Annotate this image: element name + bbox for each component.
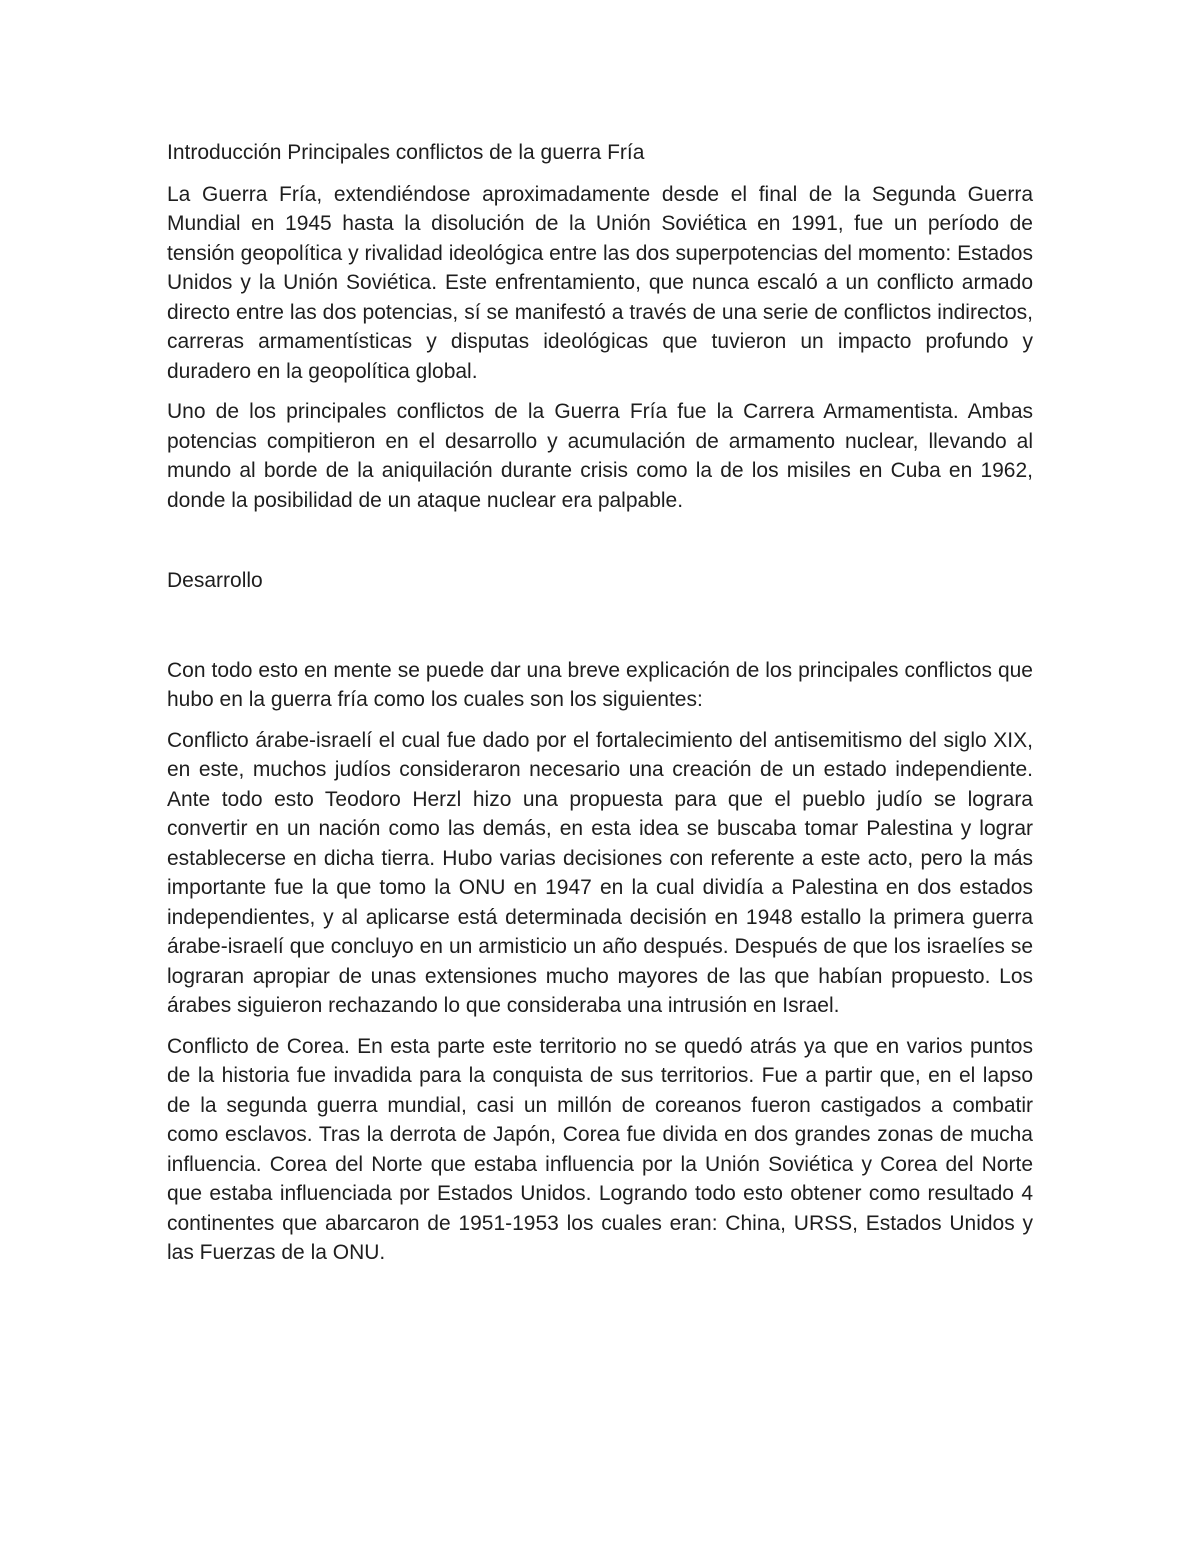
section-heading: Desarrollo — [167, 569, 263, 592]
document-body — [167, 138, 1033, 1279]
body-paragraph-1: Con todo esto en mente se puede dar una breve explicación de los principales conflictos que hubo en la guerra fría como los cuales son los siguientes: — [167, 658, 1033, 711]
body-paragraph-3: Conflicto de Corea. En esta parte este territorio no se quedó atrás ya que en varios puntos de la historia fue invadida para la conquista de sus territorios. Fue a partir que, en el lapso de la segunda guerra mundial, casi un millón de coreanos fueron castigados a combatir como esclavos. Tras la derrota de Japón, Corea fue divida en dos grandes zonas de mucha influencia. Corea del Norte que estaba influencia por la Unión Soviética y Corea del Norte que estaba influenciada por Estados Unidos. Logrando todo esto obtener como resultado 4 continentes que abarcaron de 1951-1953 los cuales eran: China, URSS, Estados Unidos y las Fuerzas de la ONU. — [167, 1034, 1033, 1264]
document-title: Introducción Principales conflictos de la guerra Fría — [167, 141, 645, 164]
intro-paragraph-2: Uno de los principales conflictos de la Guerra Fría fue la Carrera Armamentista. Ambas potencias compitieron en el desarrollo y acumulación de armamento nuclear, llevando al mundo al borde de la aniquilación durante crisis como la de los misiles en Cuba en 1962, donde la posibilidad de un ataque nuclear era palpable. — [167, 400, 1033, 512]
body-paragraph-2: Conflicto árabe-israelí el cual fue dado por el fortalecimiento del antisemitismo del siglo XIX, en este, muchos judíos consideraron necesario una creación de un estado independiente. Ante todo esto Teodoro Herzl hizo una propuesta para que el pueblo judío se lograra convertir en un nación como las demás, en esta idea se buscaba tomar Palestina y lograr establecerse en dicha tierra. Hubo varias decisiones con referente a este acto, pero la más importante fue la que tomo la ONU en 1947 en la cual dividía a Palestina en dos estados independientes, y al aplicarse está determinada decisión en 1948 estallo la primera guerra árabe-israelí que concluyo en un armisticio un año después. Después de que los israelíes se lograran apropiar de unas extensiones mucho mayores de las que habían propuesto. Los árabes siguieron rechazando lo que consideraba una intrusión en Israel. — [167, 728, 1033, 1017]
intro-paragraph-1: La Guerra Fría, extendiéndose aproximadamente desde el final de la Segunda Guerra Mundial en 1945 hasta la disolución de la Unión Soviética en 1991, fue un período de tensión geopolítica y rivalidad ideológica entre las dos superpotencias del momento: Estados Unidos y la Unión Soviética. Este enfrentamiento, que nunca escaló a un conflicto armado directo entre las dos potencias, sí se manifestó a través de una serie de conflictos indirectos, carreras armamentísticas y disputas ideológicas que tuvieron un impacto profundo y duradero en la geopolítica global. — [167, 182, 1033, 383]
